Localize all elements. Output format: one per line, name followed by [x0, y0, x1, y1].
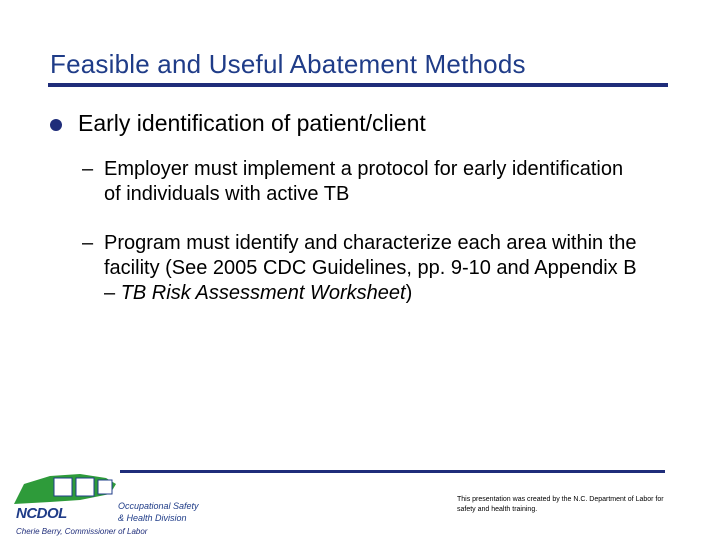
division-line-2: & Health Division	[118, 513, 187, 523]
worksheet-title: TB Risk Assessment Worksheet	[120, 282, 406, 304]
sub-bullet-2-text-end: )	[405, 282, 413, 304]
division-line-1: Occupational Safety	[118, 501, 199, 511]
footer-note: This presentation was created by the N.C. Department of Labor for safety and health training.	[457, 496, 664, 513]
worker-photo-icon	[98, 480, 112, 494]
footer-divider	[120, 470, 665, 473]
sub-bullet-2-text	[104, 231, 642, 306]
sub-bullet-1	[82, 157, 642, 207]
commissioner-line: Cherie Berry, Commissioner of Labor	[16, 527, 148, 536]
main-bullet	[50, 110, 426, 137]
slide-title: Feasible and Useful Abatement Methods	[50, 49, 526, 79]
division-name	[118, 500, 199, 524]
bullet-dot-icon	[50, 119, 62, 131]
worker-photo-icon	[76, 478, 94, 496]
sub-bullet-1-text: Employer must implement a protocol for early identification of individuals with active TB	[104, 158, 624, 205]
sub-bullet-2-text-main: Program must identify and characterize each area within the facility (See 2005 CDC Guidelines, pp. 9-10 and Appendix B –	[104, 232, 637, 304]
main-bullet-text: Early identification of patient/client	[78, 110, 426, 136]
title-divider	[48, 83, 668, 87]
dash-icon: –	[82, 232, 94, 254]
sub-bullet-2	[82, 231, 642, 306]
ncdol-wordmark: NCDOL	[16, 505, 67, 522]
dash-icon: –	[82, 158, 94, 180]
worker-photo-icon	[54, 478, 72, 496]
